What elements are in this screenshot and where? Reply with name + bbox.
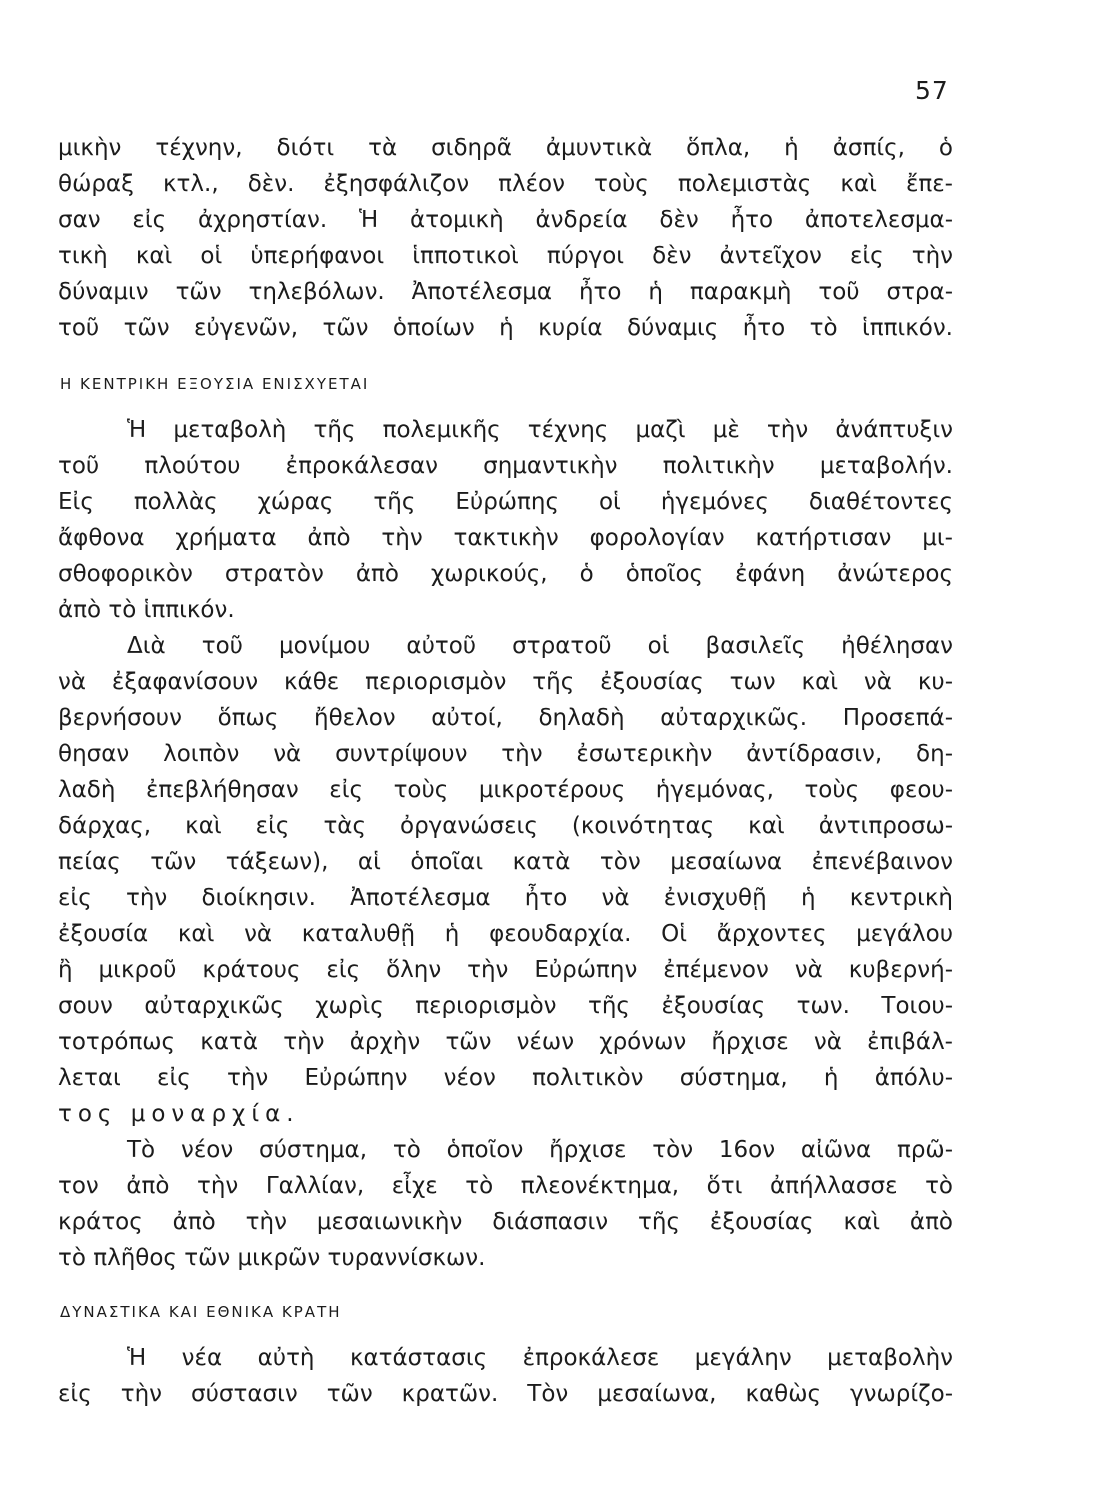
text-line: θώραξ κτλ., δὲν. ἐξησφάλιζον πλέον τοὺς πολεμιστὰς καὶ ἔπε- [58,171,953,197]
text-line: ἐξουσία καὶ νὰ καταλυθῇ ἡ φεουδαρχία. Οἱ ἄρχοντες μεγάλου [58,921,953,947]
text-line: ἀπὸ τὸ ἱππικόν. [58,597,235,623]
text-line: σαν εἰς ἀχρηστίαν. Ἡ ἀτομικὴ ἀνδρεία δὲν ἦτο ἀποτελεσμα- [58,207,953,233]
text-line: τὸ πλῆθος τῶν μικρῶν τυραννίσκων. [58,1245,486,1271]
text-line: εἰς τὴν διοίκησιν. Ἀποτέλεσμα ἦτο νὰ ἐνισχυθῇ ἡ κεντρικὴ [58,885,953,911]
text-line: τοτρόπως κατὰ τὴν ἀρχὴν τῶν νέων χρόνων ἤρχισε νὰ ἐπιβάλ- [58,1029,953,1055]
text-line: πείας τῶν τάξεων), αἱ ὁποῖαι κατὰ τὸν μεσαίωνα ἐπενέβαινον [58,849,953,875]
text-line: νὰ ἐξαφανίσουν κάθε περιορισμὸν τῆς ἐξουσίας των καὶ νὰ κυ- [58,669,953,695]
text-line: εἰς τὴν σύστασιν τῶν κρατῶν. Τὸν μεσαίωνα, καθὼς γνωρίζο- [58,1381,953,1407]
page-number: 57 [915,76,949,105]
text-line: δάρχας, καὶ εἰς τὰς ὀργανώσεις (κοινότητας καὶ ἀντιπροσω- [58,813,953,839]
text-line: τος μοναρχία. [58,1101,300,1127]
text-line: τοῦ πλούτου ἐπροκάλεσαν σημαντικὴν πολιτικὴν μεταβολήν. [58,453,953,479]
text-line: σθοφορικὸν στρατὸν ἀπὸ χωρικούς, ὁ ὁποῖος ἐφάνη ἀνώτερος [58,561,953,587]
text-line: λαδὴ ἐπεβλήθησαν εἰς τοὺς μικροτέρους ἡγεμόνας, τοὺς φεου- [58,777,953,803]
text-line: τον ἀπὸ τὴν Γαλλίαν, εἶχε τὸ πλεονέκτημα, ὅτι ἀπήλλασσε τὸ [58,1173,953,1199]
text-line: ἄφθονα χρήματα ἀπὸ τὴν τακτικὴν φορολογίαν κατήρτισαν μι- [58,525,953,551]
text-line: σουν αὐταρχικῶς χωρὶς περιορισμὸν τῆς ἐξουσίας των. Τοιου- [58,993,953,1019]
text-line: Διὰ τοῦ μονίμου αὐτοῦ στρατοῦ οἱ βασιλεῖς ἠθέλησαν [127,633,953,659]
text-line: δύναμιν τῶν τηλεβόλων. Ἀποτέλεσμα ἦτο ἡ παρακμὴ τοῦ στρα- [58,279,953,305]
text-line: Ἡ νέα αὐτὴ κατάστασις ἐπροκάλεσε μεγάλην μεταβολὴν [127,1345,953,1371]
text-line: μικὴν τέχνην, διότι τὰ σιδηρᾶ ἀμυντικὰ ὅπλα, ἡ ἀσπίς, ὁ [58,135,953,161]
text-line: Ἡ μεταβολὴ τῆς πολεμικῆς τέχνης μαζὶ μὲ τὴν ἀνάπτυξιν [127,417,953,443]
text-line: βερνήσουν ὅπως ἤθελον αὐτοί, δηλαδὴ αὐταρχικῶς. Προσεπά- [58,705,953,731]
section-heading: ΔΥΝΑΣΤΙΚΑ ΚΑΙ ΕΘΝΙΚΑ ΚΡΑΤΗ [60,1303,342,1321]
text-line: Τὸ νέον σύστημα, τὸ ὁποῖον ἤρχισε τὸν 16ον αἰῶνα πρῶ- [127,1137,953,1163]
section-heading: Η ΚΕΝΤΡΙΚΗ ΕΞΟΥΣΙΑ ΕΝΙΣΧΥΕΤΑΙ [60,375,370,393]
text-line: Εἰς πολλὰς χώρας τῆς Εὐρώπης οἱ ἡγεμόνες διαθέτοντες [58,489,953,515]
text-line: ἢ μικροῦ κράτους εἰς ὅλην τὴν Εὐρώπην ἐπέμενον νὰ κυβερνή- [58,957,953,983]
text-line: τοῦ τῶν εὐγενῶν, τῶν ὁποίων ἡ κυρία δύναμις ἦτο τὸ ἱππικόν. [58,315,953,341]
text-line: λεται εἰς τὴν Εὐρώπην νέον πολιτικὸν σύστημα, ἡ ἀπόλυ- [58,1065,953,1091]
text-line: θησαν λοιπὸν νὰ συντρίψουν τὴν ἐσωτερικὴν ἀντίδρασιν, δη- [58,741,953,767]
text-line: τικὴ καὶ οἱ ὑπερήφανοι ἱπποτικοὶ πύργοι δὲν ἀντεῖχον εἰς τὴν [58,243,953,269]
text-line: κράτος ἀπὸ τὴν μεσαιωνικὴν διάσπασιν τῆς ἐξουσίας καὶ ἀπὸ [58,1209,953,1235]
